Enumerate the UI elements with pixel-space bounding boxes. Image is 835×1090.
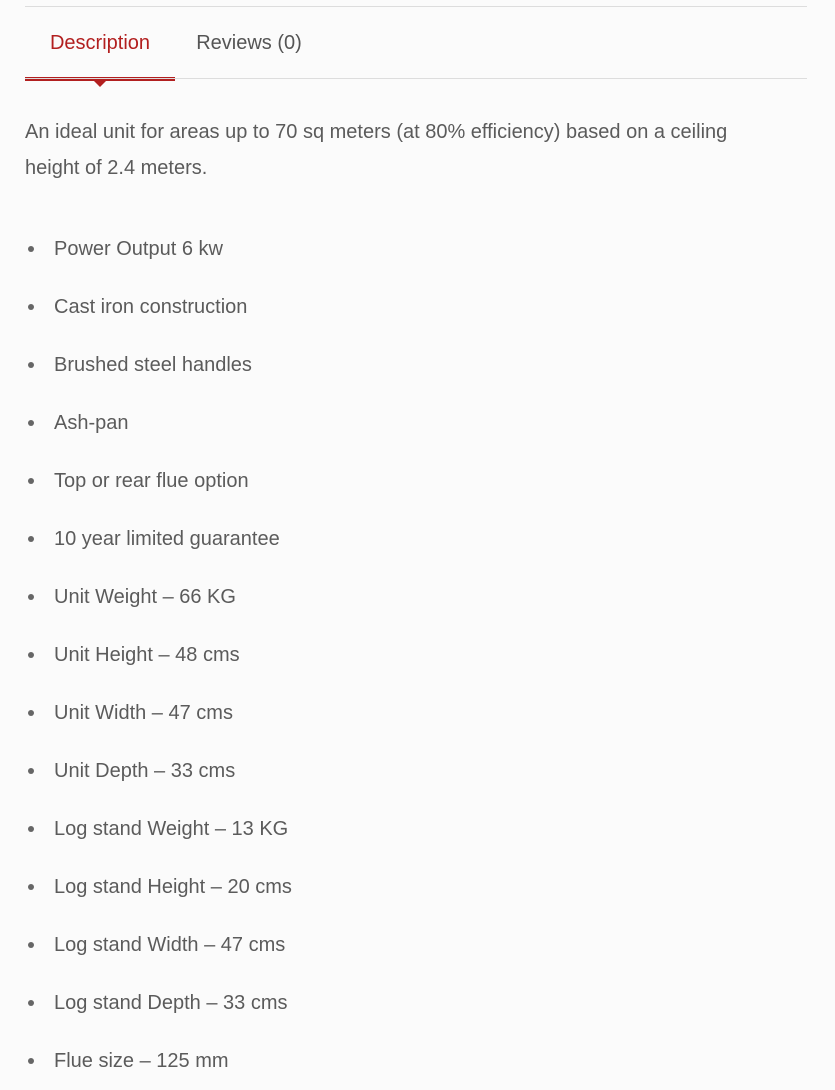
feature-text: Top or rear flue option: [54, 469, 249, 492]
feature-item: [25, 278, 785, 336]
bullet-icon: [28, 1058, 34, 1064]
bullet-icon: [28, 304, 34, 310]
feature-item: [25, 336, 785, 394]
tab-reviews-label: Reviews (0): [196, 31, 302, 54]
feature-item: [25, 510, 785, 568]
feature-text: Unit Width – 47 cms: [54, 701, 233, 724]
feature-text: Ash-pan: [54, 411, 129, 434]
feature-list: [25, 220, 785, 1090]
feature-text: 10 year limited guarantee: [54, 527, 280, 550]
bullet-icon: [28, 536, 34, 542]
feature-item: [25, 394, 785, 452]
feature-text: Log stand Depth – 33 cms: [54, 991, 288, 1014]
tab-description-label: Description: [49, 31, 151, 54]
feature-text: Unit Weight – 66 KG: [54, 585, 236, 608]
tab-reviews[interactable]: [183, 7, 315, 79]
tab-description[interactable]: [25, 7, 175, 79]
feature-item: [25, 626, 785, 684]
feature-item: [25, 684, 785, 742]
feature-item: [25, 568, 785, 626]
bullet-icon: [28, 652, 34, 658]
bullet-icon: [28, 594, 34, 600]
product-tabs: [25, 7, 807, 79]
feature-item: [25, 742, 785, 800]
feature-text: Unit Height – 48 cms: [54, 643, 240, 666]
feature-item: [25, 1032, 785, 1090]
bullet-icon: [28, 362, 34, 368]
bullet-icon: [28, 478, 34, 484]
feature-text: Brushed steel handles: [54, 353, 252, 376]
feature-text: Unit Depth – 33 cms: [54, 759, 236, 782]
bullet-icon: [28, 246, 34, 252]
bullet-icon: [28, 942, 34, 948]
feature-text: Log stand Height – 20 cms: [54, 875, 292, 898]
feature-item: [25, 220, 785, 278]
bullet-icon: [28, 768, 34, 774]
feature-item: [25, 916, 785, 974]
feature-text: Cast iron construction: [54, 295, 248, 318]
bullet-icon: [28, 710, 34, 716]
feature-text: Log stand Weight – 13 KG: [54, 817, 289, 840]
feature-item: [25, 974, 785, 1032]
bullet-icon: [28, 1000, 34, 1006]
bullet-icon: [28, 884, 34, 890]
feature-text: Log stand Width – 47 cms: [54, 933, 286, 956]
tabs-divider: [25, 78, 807, 79]
active-tab-pointer-icon: [94, 81, 106, 87]
feature-item: [25, 800, 785, 858]
product-description: An ideal unit for areas up to 70 sq meters (at 80% efficiency) based on a ceiling height of 2.4 meters.: [25, 121, 728, 179]
feature-text: Flue size – 125 mm: [54, 1049, 229, 1072]
feature-text: Power Output 6 kw: [54, 237, 223, 260]
bullet-icon: [28, 420, 34, 426]
feature-item: [25, 858, 785, 916]
feature-item: [25, 452, 785, 510]
bullet-icon: [28, 826, 34, 832]
